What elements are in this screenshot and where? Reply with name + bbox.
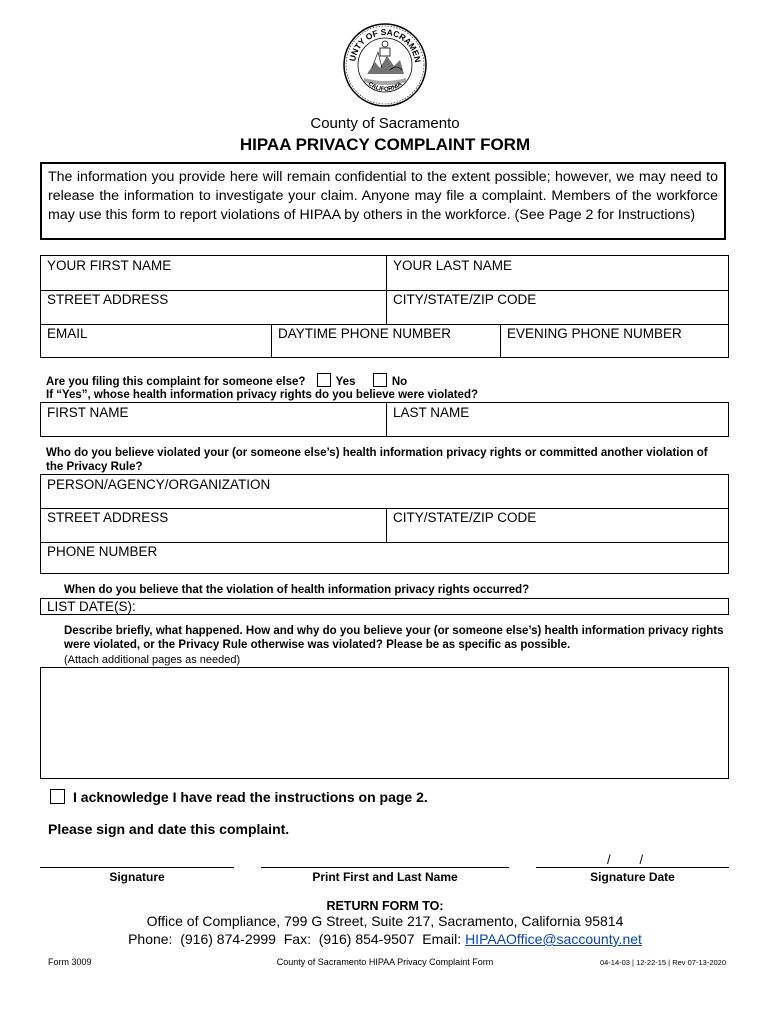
organization-field[interactable] xyxy=(41,475,728,508)
evening-phone-label: EVENING PHONE NUMBER xyxy=(507,326,682,341)
email-field[interactable] xyxy=(41,324,271,357)
describe-note: (Attach additional pages as needed) xyxy=(64,654,241,666)
email-link[interactable]: HIPAAOffice@saccounty.net xyxy=(465,931,642,947)
form-title: HIPAA PRIVACY COMPLAINT FORM xyxy=(239,135,531,154)
yes-label: Yes xyxy=(335,376,356,388)
organization-label: PERSON/AGENCY/ORGANIZATION xyxy=(47,477,271,492)
return-contact xyxy=(0,931,770,947)
your-last-name-label: YOUR LAST NAME xyxy=(393,258,513,273)
violator-question: Who do you believe violated your (or someone else’s) health information privacy rights or committed another violation of the Privacy Rule? xyxy=(46,447,708,473)
signature-date-line[interactable] xyxy=(536,867,729,868)
sign-prompt: Please sign and date this complaint. xyxy=(48,821,290,837)
seal-ring-bottom: CALIFORNIA xyxy=(366,81,404,93)
list-dates-label: LIST DATE(S): xyxy=(47,599,136,614)
footer-revision: 04-14-03 | 12-22-15 | Rev 07-13-2020 xyxy=(599,958,726,967)
someone-else-followup: If “Yes”, whose health information privacy rights do you believe were violated? xyxy=(46,389,478,401)
violator-city-label: CITY/STATE/ZIP CODE xyxy=(393,510,537,525)
no-label: No xyxy=(391,376,408,388)
yes-checkbox[interactable] xyxy=(317,373,331,387)
your-first-name-label: YOUR FIRST NAME xyxy=(47,258,172,273)
seal-ring-top: UNTY OF SACRAMEN xyxy=(347,26,423,64)
evening-phone-field[interactable] xyxy=(500,324,728,357)
someone-else-question-text: Are you filing this complaint for someone else? xyxy=(46,376,306,388)
your-first-name-field[interactable] xyxy=(41,256,386,290)
street-address-field[interactable] xyxy=(41,290,386,324)
violator-street-label: STREET ADDRESS xyxy=(47,510,169,525)
signature-line[interactable] xyxy=(40,867,234,868)
violator-phone-label: PHONE NUMBER xyxy=(47,544,158,559)
signature-label: Signature xyxy=(109,870,165,884)
signature-date-label: Signature Date xyxy=(590,870,675,884)
other-last-name-field[interactable] xyxy=(386,403,728,436)
other-last-name-label: LAST NAME xyxy=(393,405,470,420)
city-state-zip-label: CITY/STATE/ZIP CODE xyxy=(393,292,537,307)
email-label: EMAIL xyxy=(47,326,88,341)
other-first-name-label: FIRST NAME xyxy=(47,405,129,420)
violator-street-field[interactable] xyxy=(41,508,386,542)
violator-phone-field[interactable] xyxy=(41,542,728,573)
describe-question: Describe briefly, what happened. How and why do you believe your (or someone else’s) health information privacy rights were violated, or the Privacy Rule otherwise was violated? Please be as specific as possible. xyxy=(64,625,724,651)
acknowledge-label: I acknowledge I have read the instructions on page 2. xyxy=(73,789,428,805)
city-state-zip-field[interactable] xyxy=(386,290,728,324)
someone-else-name-row xyxy=(40,402,729,437)
violator-section xyxy=(40,474,729,574)
list-dates-field[interactable] xyxy=(40,598,729,615)
footer-form-number: Form 3009 xyxy=(48,957,92,967)
someone-else-question xyxy=(46,373,407,389)
return-phone-fax: Phone: (916) 874-2999 Fax: (916) 854-9507 Email: xyxy=(128,931,466,947)
complainant-section xyxy=(40,255,729,358)
acknowledge-checkbox[interactable] xyxy=(50,789,65,804)
print-name-label: Print First and Last Name xyxy=(312,870,458,884)
acknowledge-row xyxy=(48,789,428,805)
no-checkbox[interactable] xyxy=(373,373,387,387)
daytime-phone-label: DAYTIME PHONE NUMBER xyxy=(278,326,452,341)
county-name: County of Sacramento xyxy=(310,115,460,132)
daytime-phone-field[interactable] xyxy=(271,324,500,357)
violator-city-field[interactable] xyxy=(386,508,728,542)
return-address: Office of Compliance, 799 G Street, Suite 217, Sacramento, California 95814 xyxy=(146,913,624,929)
print-name-line[interactable] xyxy=(261,867,509,868)
your-last-name-field[interactable] xyxy=(386,256,728,290)
description-textarea[interactable] xyxy=(40,667,729,779)
intro-text: The information you provide here will remain confidential to the extent possible; however, we may need to release the information to investigate your claim. Anyone may file a complaint. Members of the workforce may use this form to report violations of HIPAA by others in the workforce. (See Page 2 for Instructions) xyxy=(40,162,726,240)
dates-question: When do you believe that the violation of health information privacy rights occurred? xyxy=(64,584,530,596)
other-first-name-field[interactable] xyxy=(41,403,386,436)
county-seal xyxy=(342,22,428,108)
footer-form-title: County of Sacramento HIPAA Privacy Complaint Form xyxy=(276,957,494,967)
street-address-label: STREET ADDRESS xyxy=(47,292,169,307)
return-heading: RETURN FORM TO: xyxy=(326,899,444,913)
date-slashes: / / xyxy=(607,852,644,867)
